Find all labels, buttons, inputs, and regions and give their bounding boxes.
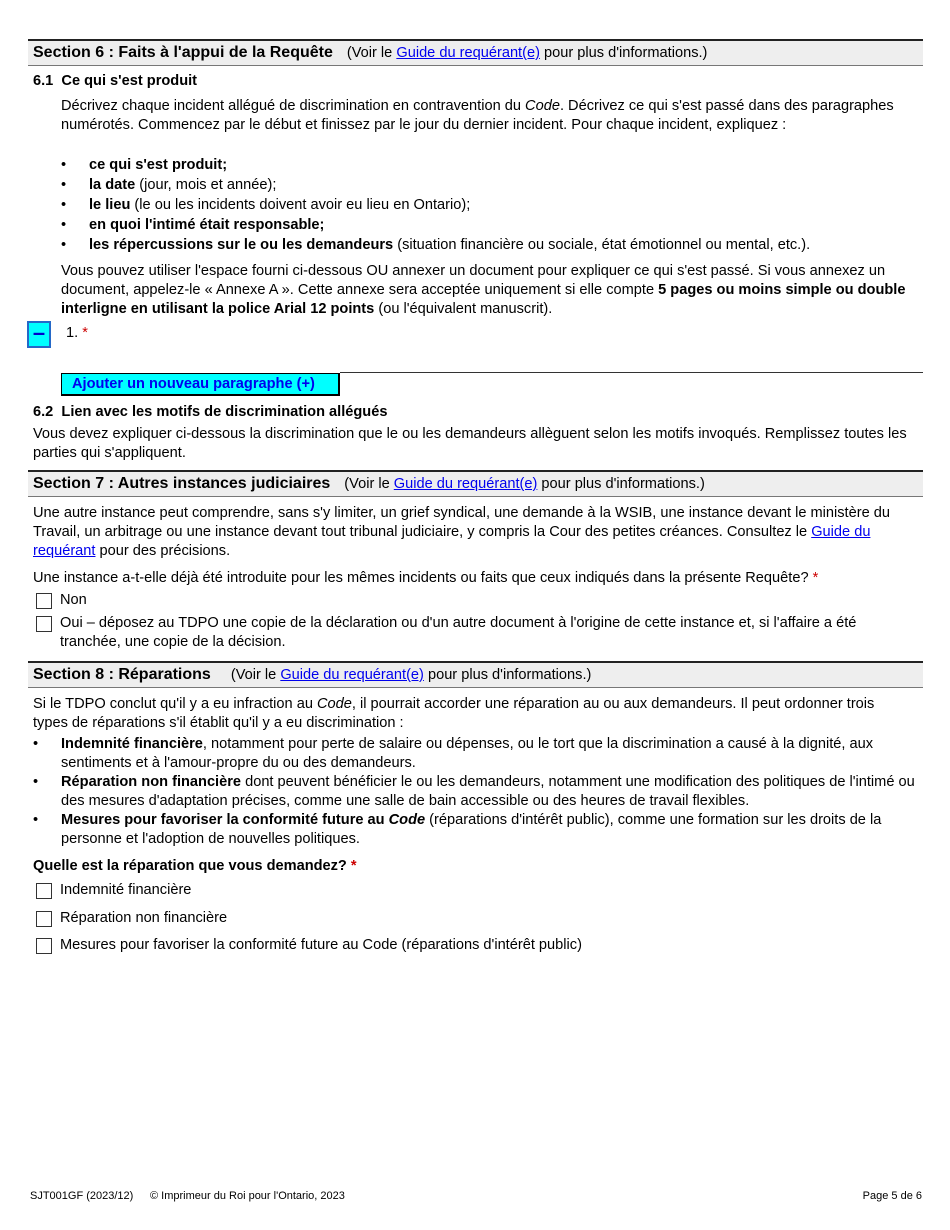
section-8-question: Quelle est la réparation que vous demandez? * <box>33 858 357 874</box>
section-6-ref: (Voir le Guide du requérant(e) pour plus d'informations.) <box>346 45 708 61</box>
section-7-header <box>28 470 923 497</box>
section-6-header <box>28 39 923 66</box>
option-indemnite[interactable] <box>36 881 191 900</box>
incident-checklist <box>61 155 921 255</box>
guide-link[interactable]: Guide du requérant(e) <box>396 45 540 61</box>
footer-copyright: © Imprimeur du Roi pour l'Ontario, 2023 <box>150 1190 345 1202</box>
section-7-question: Une instance a-t-elle déjà été introduite pour les mêmes incidents ou faits que ceux indiqués dans la présente Requête? * <box>33 570 819 586</box>
paragraph-label: 1. * <box>66 325 88 341</box>
checkbox-non[interactable] <box>36 593 52 609</box>
checkbox-non-financiere[interactable] <box>36 911 52 927</box>
section-8-header <box>28 661 923 688</box>
option-conformite[interactable] <box>36 936 582 955</box>
section-7-title: Section 7 : Autres instances judiciaires <box>33 475 331 492</box>
checkbox-oui[interactable] <box>36 616 52 632</box>
list-item: • la date (jour, mois et année); <box>61 175 921 195</box>
list-item: • les répercussions sur le ou les demandeurs (situation financière ou sociale, état émotionnel ou mental, etc.). <box>61 235 921 255</box>
subsection-6-1-heading: 6.1 Ce qui s'est produit <box>33 73 198 89</box>
option-non-label: Non <box>60 592 87 608</box>
option-indemnite-label: Indemnité financière <box>60 882 192 898</box>
subsection-6-2-text: Vous devez expliquer ci-dessous la discrimination que le ou les demandeurs allèguent selon les motifs invoqués. Remplissez toutes les parties qui s'appliquent. <box>33 426 907 461</box>
list-item: • Réparation non financière dont peuvent bénéficier le ou les demandeurs, notamment une modification des politiques de l'intimé ou des mesures d'adaptation précises, comme une salle de bain accessible ou des heures de travail flexibles. <box>33 773 918 811</box>
section-8-ref: (Voir le Guide du requérant(e) pour plus d'informations.) <box>230 667 592 683</box>
section-8-title: Section 8 : Réparations <box>33 666 211 683</box>
guide-link[interactable]: Guide du requérant(e) <box>280 667 424 683</box>
add-paragraph-button[interactable]: Ajouter un nouveau paragraphe (+) <box>61 373 340 396</box>
option-oui[interactable] <box>36 614 916 652</box>
required-marker: * <box>82 325 88 341</box>
divider <box>340 372 923 373</box>
list-item: • Mesures pour favoriser la conformité future au Code (réparations d'intérêt public), comme une formation sur les droits de la personne et l'adoption de nouvelles politiques. <box>33 811 918 849</box>
footer-form-id: SJT001GF (2023/12) <box>30 1190 134 1202</box>
footer-page-number: Page 5 de 6 <box>862 1190 922 1202</box>
remedy-types-list <box>33 735 918 849</box>
section-6-title: Section 6 : Faits à l'appui de la Requête <box>33 44 333 61</box>
option-non-financiere[interactable] <box>36 909 227 928</box>
list-item: • le lieu (le ou les incidents doivent avoir eu lieu en Ontario); <box>61 195 921 215</box>
attachment-instructions: Vous pouvez utiliser l'espace fourni ci-dessous OU annexer un document pour expliquer ce qui s'est passé. Si vous annexez un document, appelez-le « Annexe A ». Cette annexe sera acceptée uniquement si elle compte 5 pages ou moins simple ou double interligne en utilisant la police Arial 12 points (ou l'équivalent manuscrit). <box>61 263 906 317</box>
section-7-ref: (Voir le Guide du requérant(e) pour plus d'informations.) <box>344 476 705 492</box>
list-item: • Indemnité financière, notamment pour perte de salaire ou dépenses, ou le tort que la discrimination a causé à la dignité, aux sentiments et à l'amour-propre du ou des demandeurs. <box>33 735 918 773</box>
guide-link[interactable]: Guide du requérant <box>33 524 871 559</box>
section-8-intro: Si le TDPO conclut qu'il y a eu infraction au Code, il pourrait accorder une réparation au ou aux demandeurs. Il peut ordonner trois types de réparations s'il établit qu'il y a eu discrimination : <box>33 696 875 731</box>
option-non[interactable] <box>36 591 87 610</box>
option-conformite-label: Mesures pour favoriser la conformité future au Code (réparations d'intérêt public) <box>60 937 582 953</box>
subsection-6-2-heading: 6.2 Lien avec les motifs de discrimination allégués <box>33 404 388 420</box>
checkbox-indemnite[interactable] <box>36 883 52 899</box>
checkbox-conformite[interactable] <box>36 938 52 954</box>
required-marker: * <box>812 570 819 586</box>
section-7-intro: Une autre instance peut comprendre, sans s'y limiter, un grief syndical, une demande à la WSIB, une instance devant le ministère du Travail, un arbitrage ou une instance devant tout tribunal judiciaire, y compris la Cour des petites créances. Consultez le Guide du requérant pour des précisions. <box>33 505 890 559</box>
guide-link[interactable]: Guide du requérant(e) <box>393 476 538 492</box>
remove-paragraph-button[interactable]: – <box>27 321 51 348</box>
option-non-financiere-label: Réparation non financière <box>60 910 228 926</box>
option-oui-label: Oui – déposez au TDPO une copie de la déclaration ou d'un autre document à l'origine de cette instance et, si l'affaire a été tranchée, une copie de la décision. <box>60 615 857 650</box>
subsection-6-1-intro: Décrivez chaque incident allégué de discrimination en contravention du Code. Décrivez ce qui s'est passé dans des paragraphes numérotés. Commencez par le début et finissez par le jour du dernier incident. Pour chaque incident, expliquez : <box>61 98 894 133</box>
list-item: • ce qui s'est produit; <box>61 155 921 175</box>
list-item: • en quoi l'intimé était responsable; <box>61 215 921 235</box>
required-marker: * <box>350 858 357 874</box>
